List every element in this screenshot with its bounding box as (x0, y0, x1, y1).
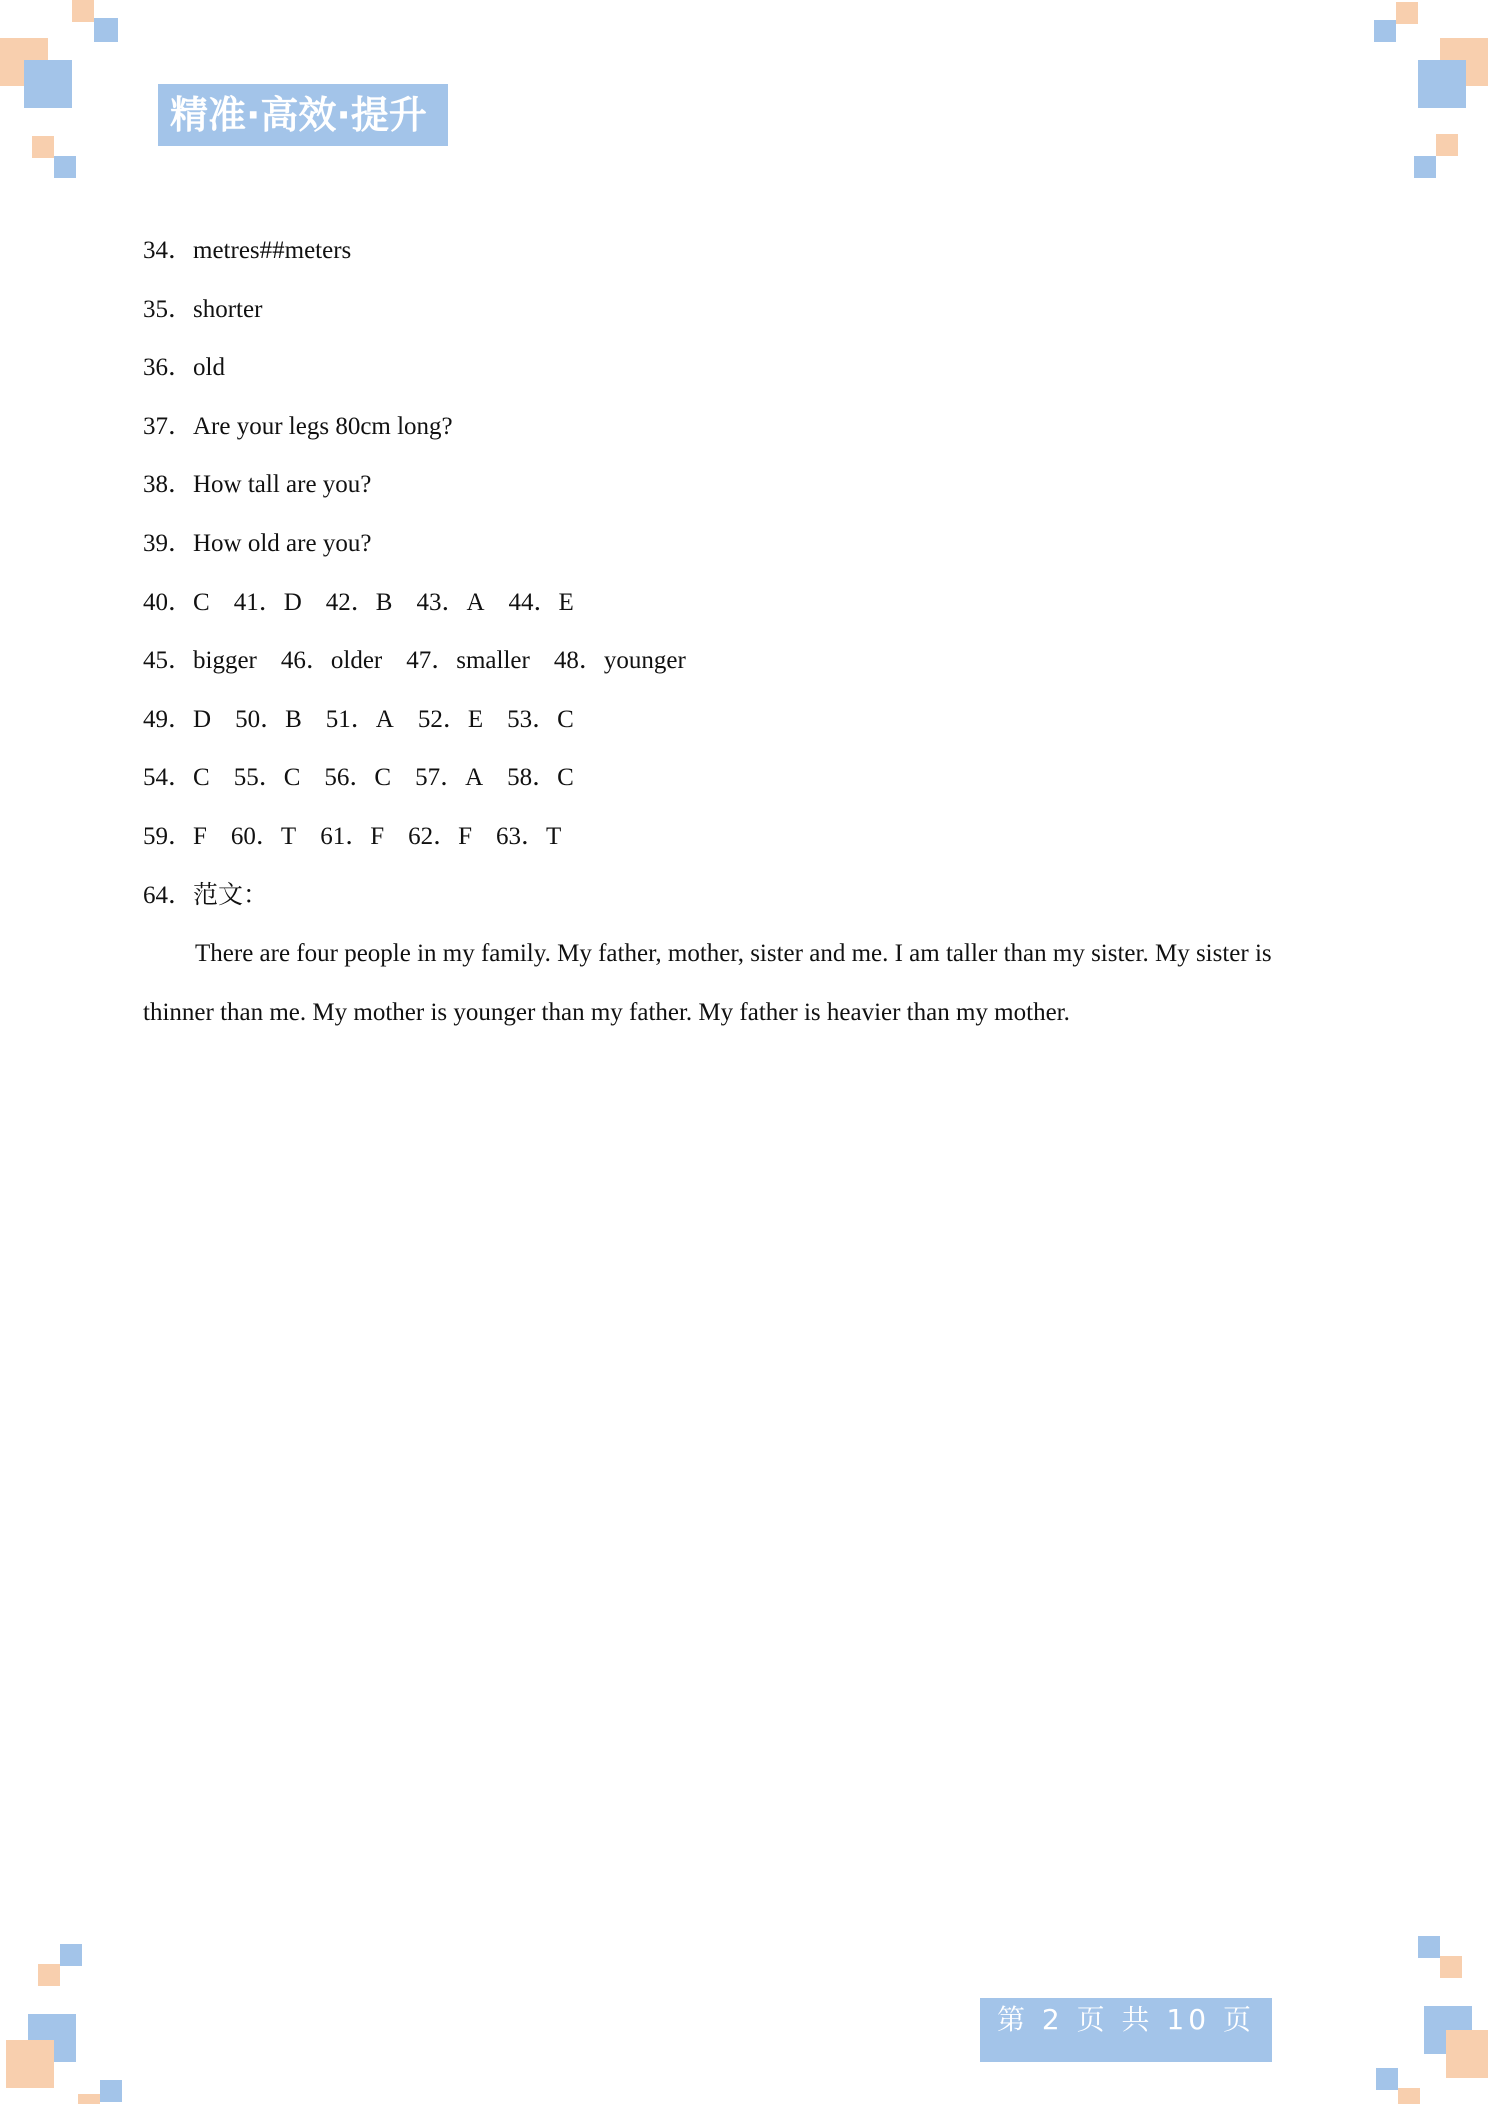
answer-44: 44．E (508, 588, 574, 616)
essay-paragraph: There are four people in my family. My father, mother, sister and me. I am taller than my sister. My sister is thinner than me. My mother is younger than my father. My father is heavier than my mother. (143, 940, 1272, 1026)
answer-59: 59．F (143, 822, 207, 850)
corner-square (1376, 2068, 1398, 2090)
answer-64-label: 64．范文： (143, 881, 269, 909)
answer-55: 55．C (233, 764, 301, 792)
answer-34: 34．metres##meters (143, 237, 352, 264)
corner-square (24, 60, 72, 108)
answer-49: 49．D (143, 705, 212, 733)
answer-58: 58．C (507, 764, 574, 792)
corner-square (1374, 20, 1396, 42)
answer-47: 47．smaller (406, 647, 530, 675)
answer-35: 35．shorter (143, 295, 263, 323)
corner-square (1398, 2088, 1420, 2104)
answer-row-59-63 (143, 808, 1343, 867)
answer-36: 36．old (143, 354, 225, 382)
corner-square (1436, 134, 1458, 156)
corner-square (32, 136, 54, 158)
page-indicator: 第 2 页 共 10 页 (980, 1998, 1272, 2062)
answer-content (143, 222, 1343, 1042)
answer-40: 40．C (143, 588, 210, 616)
answer-38: 38．How tall are you? (143, 471, 372, 499)
answer-43: 43．A (416, 588, 485, 616)
answer-62: 62．F (408, 822, 472, 850)
header-banner: 精准·高效·提升 (158, 84, 448, 146)
corner-square (1414, 156, 1436, 178)
answer-63: 63．T (496, 822, 562, 850)
corner-square (38, 1964, 60, 1986)
corner-square (100, 2080, 122, 2102)
answer-61: 61．F (320, 822, 385, 850)
corner-square (78, 2094, 100, 2104)
answer-37: 37．Are your legs 80cm long? (143, 412, 453, 440)
answer-45: 45．bigger (143, 647, 257, 675)
corner-square (1446, 2030, 1488, 2078)
corner-square (1418, 60, 1466, 108)
answer-row-49-53 (143, 691, 1343, 750)
answer-60: 60．T (230, 822, 297, 850)
answer-53: 53．C (507, 705, 574, 733)
answer-39: 39．How old are you? (143, 529, 372, 557)
corner-square (1396, 2, 1418, 24)
answer-57: 57．A (415, 764, 484, 792)
answer-row-54-58 (143, 749, 1343, 808)
answer-41: 41．D (233, 588, 302, 616)
corner-square (54, 156, 76, 178)
corner-square (6, 2040, 54, 2088)
corner-square (60, 1944, 82, 1966)
answer-46: 46．older (280, 647, 383, 675)
corner-square (72, 0, 94, 22)
answer-row-40-44 (143, 574, 1343, 633)
corner-square (1418, 1936, 1440, 1958)
corner-square (1440, 1956, 1462, 1978)
corner-square (94, 18, 118, 42)
answer-42: 42．B (325, 588, 393, 616)
answer-52: 52．E (417, 705, 484, 733)
answer-48: 48．younger (553, 647, 686, 675)
answer-50: 50．B (235, 705, 302, 733)
answer-51: 51．A (325, 705, 394, 733)
answer-56: 56．C (324, 764, 392, 792)
answer-54: 54．C (143, 764, 210, 792)
answer-row-45-48 (143, 632, 1343, 691)
